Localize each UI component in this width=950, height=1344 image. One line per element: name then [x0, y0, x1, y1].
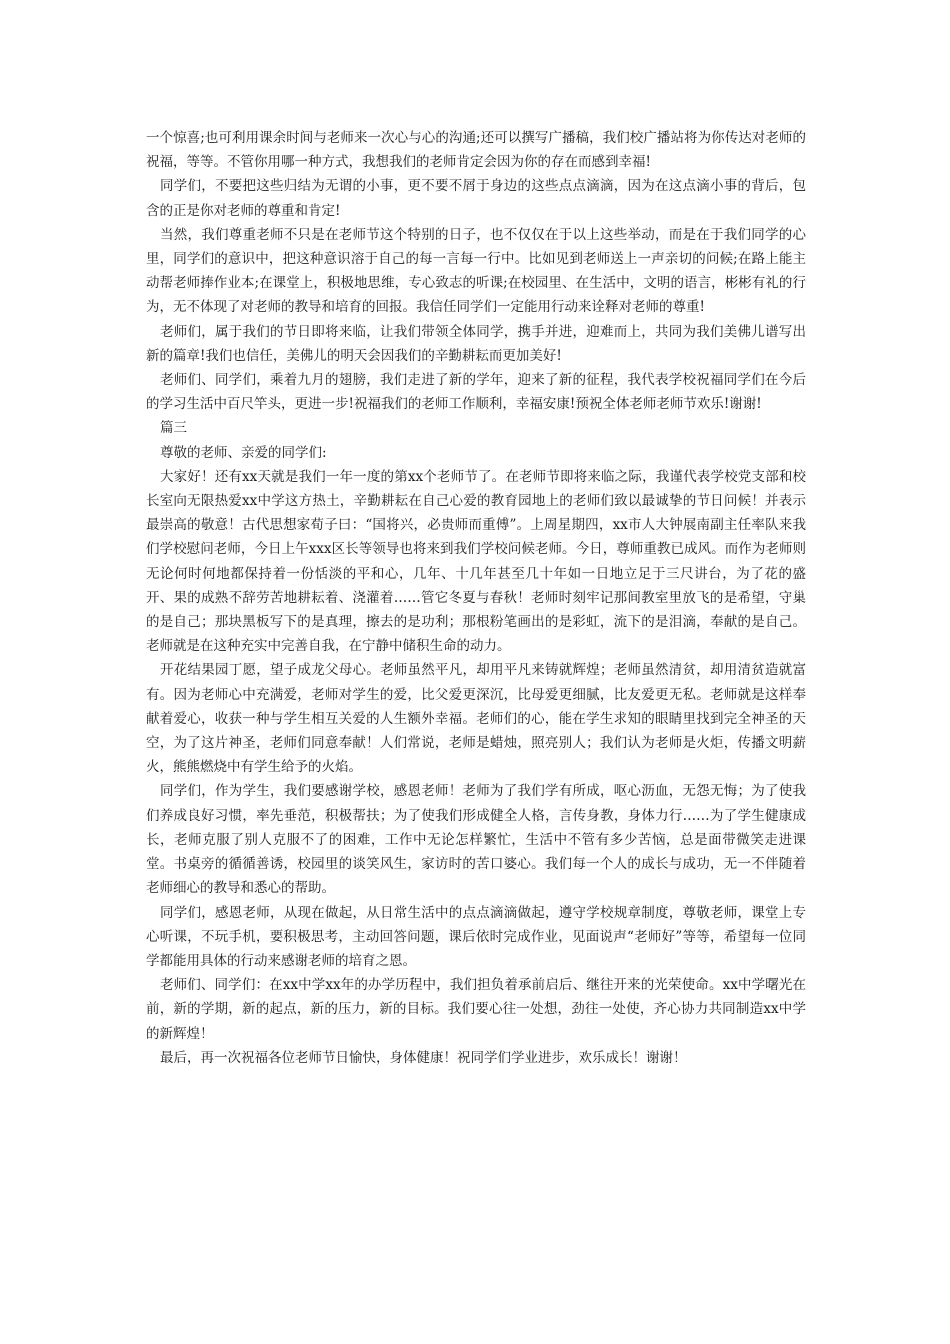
- section-title: 篇三: [160, 420, 187, 437]
- paragraph: 同学们，不要把这些归结为无谓的小事，更不要不屑于身边的这些点点滴滴，因为在这点滴小事的背后，包含的正是你对老师的尊重和肯定!: [146, 178, 806, 219]
- document-body: [146, 126, 806, 1070]
- paragraph: 当然，我们尊重老师不只是在老师节这个特别的日子，也不仅仅在于以上这些举动，而是在于我们同学的心里，同学们的意识中，把这种意识溶于自己的每一言每一行中。比如见到老师送上一声亲切的问候;在路上能主动帮老师捧作业本;在课堂上，积极地思维，专心致志的听课;在校园里、在生活中，文明的语言，彬彬有礼的行为，无不体现了对老师的教导和培育的回报。我信任同学们一定能用行动来诠释对老师的尊重!: [146, 226, 806, 316]
- paragraph: 大家好！还有xx天就是我们一年一度的第xx个老师节了。在老师节即将来临之际，我谨代表学校党支部和校长室向无限热爱xx中学这方热土，辛勤耕耘在自己心爱的教育园地上的老师们致以最诚挚的节日问候！并表示最崇高的敬意！古代思想家荀子曰：“国将兴，必贵师而重傅”。上周星期四，xx市人大钟展南副主任率队来我们学校慰问老师，今日上午xxx区长等领导也将来到我们学校问候老师。今日，尊师重教已成风。而作为老师则无论何时何地都保持着一份恬淡的平和心，几年、十几年甚至几十年如一日地立足于三尺讲台，为了花的盛开、果的成熟不辞劳苦地耕耘着、浇灌着……管它冬夏与春秋！老师时刻牢记那间教室里放飞的是希望，守巢的是自己；那块黑板写下的是真理，擦去的是功利；那根粉笔画出的是彩虹，流下的是泪滴，奉献的是自己。老师就是在这种充实中完善自我，在宁静中储积生命的动力。: [146, 468, 806, 655]
- paragraph: 老师们、同学们：在xx中学xx年的办学历程中，我们担负着承前启后、继往开来的光荣使命。xx中学曙光在前，新的学期，新的起点，新的压力，新的目标。我们要心往一处想，劲往一处使，齐心协力共同制造xx中学的新辉煌！: [146, 977, 806, 1042]
- paragraph: 最后，再一次祝福各位老师节日愉快，身体健康！祝同学们学业进步，欢乐成长！谢谢！: [160, 1049, 687, 1066]
- paragraph: 老师们，属于我们的节日即将来临，让我们带领全体同学，携手并进，迎难而上，共同为我们美佛儿谱写出新的篇章!我们也信任，美佛儿的明天会因我们的辛勤耕耘而更加美好!: [146, 323, 806, 364]
- paragraph: 同学们，感恩老师，从现在做起，从日常生活中的点点滴滴做起，遵守学校规章制度，尊敬老师，课堂上专心听课，不玩手机，要积极思考，主动回答问题，课后依时完成作业，见面说声“老师好”等等，希望每一位同学都能用具体的行动来感谢老师的培育之恩。: [146, 904, 806, 969]
- greeting: 尊敬的老师、亲爱的同学们:: [160, 444, 327, 461]
- paragraph: 一个惊喜;也可利用课余时间与老师来一次心与心的沟通;还可以撰写广播稿，我们校广播站将为你传达对老师的祝福，等等。不管你用哪一种方式，我想我们的老师肯定会因为你的存在而感到幸福!: [146, 130, 806, 171]
- paragraph: 开花结果园丁愿，望子成龙父母心。老师虽然平凡，却用平凡来铸就辉煌；老师虽然清贫，却用清贫造就富有。因为老师心中充满爱，老师对学生的爱，比父爱更深沉，比母爱更细腻，比友爱更无私。老师就是这样奉献着爱心，收获一种与学生相互关爱的人生额外幸福。老师们的心，能在学生求知的眼睛里找到完全神圣的天空，为了这片神圣，老师们同意奉献！人们常说，老师是蜡烛，照亮别人；我们认为老师是火炬，传播文明薪火，熊熊燃烧中有学生给予的火焰。: [146, 662, 806, 776]
- paragraph: 同学们，作为学生，我们要感谢学校，感恩老师！老师为了我们学有所成，呕心沥血，无怨无悔；为了使我们养成良好习惯，率先垂范，积极帮扶；为了使我们形成健全人格，言传身教，身体力行……为了学生健康成长，老师克服了别人克服不了的困难，工作中无论怎样繁忙，生活中不管有多少苦恼，总是面带微笑走进课堂。书桌旁的循循善诱，校园里的谈笑风生，家访时的苦口婆心。我们每一个人的成长与成功，无一不伴随着老师细心的教导和悉心的帮助。: [146, 783, 806, 897]
- paragraph: 老师们、同学们，乘着九月的翅膀，我们走进了新的学年，迎来了新的征程，我代表学校祝福同学们在今后的学习生活中百尺竿头，更进一步!祝福我们的老师工作顺利，幸福安康!预祝全体老师老师节欢乐!谢谢!: [146, 372, 806, 413]
